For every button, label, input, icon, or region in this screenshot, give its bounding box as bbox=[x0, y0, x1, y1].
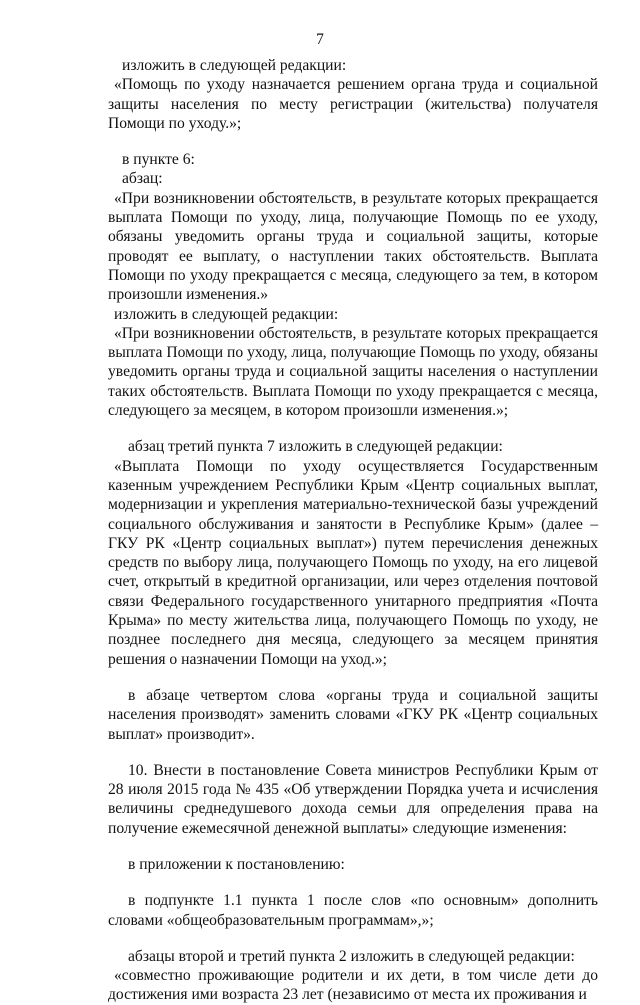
paragraph-10: в абзаце четвертом слова «органы труда и социальной защиты населения производят» заменить словами «ГКУ РК «Центр социальных выплат» производит». bbox=[108, 686, 598, 743]
paragraph-8: абзац третий пункта 7 изложить в следующей редакции: bbox=[128, 438, 503, 456]
paragraph-13: в подпункте 1.1 пункта 1 после слов «по основным» дополнить словами «общеобразовательным программам»,»; bbox=[108, 892, 598, 929]
document-body bbox=[108, 56, 598, 1005]
paragraph-2: «Помощь по уходу назначается решением органа труда и социальной защиты населения по месту регистрации (жительства) получателя Помощи по уходу.»; bbox=[108, 76, 598, 132]
paragraph-3: в пункте 6: bbox=[122, 151, 195, 169]
paragraph-4: абзац: bbox=[122, 170, 163, 188]
paragraph-5: «При возникновении обстоятельств, в результате которых прекращается выплата Помощи по уходу, лица, получающие Помощь по ее уходу, обязаны уведомить органы труда и социальной защиты, которые проводят ее выплату, о наступлении таких обстоятельств. Выплата Помощи по уходу прекращается с месяца, следующего за тем, в котором произошли изменения.» bbox=[108, 189, 598, 304]
paragraph-7: «При возникновении обстоятельств, в результате которых прекращается выплата Помощи по уходу, лица, получающие Помощь по уходу, обязаны уведомить органы труда и социальной защиты населения о наступлении таких обстоятельств. Выплата Помощи по уходу прекращается с месяца, следующего за месяцем, в котором произошли изменения.»; bbox=[108, 324, 598, 420]
paragraph-15: «совместно проживающие родители и их дети, в том числе дети до достижения ими возраста 23 лет (независимо от места их проживания и bbox=[108, 967, 598, 1004]
paragraph-14: абзацы второй и третий пункта 2 изложить в следующей редакции: bbox=[128, 947, 575, 965]
page-number: 7 bbox=[316, 31, 324, 48]
paragraph-11: 10. Внести в постановление Совета министров Республики Крым от 28 июля 2015 года № 435 «Об утверждении Порядка учета и исчисления величины среднедушевого дохода семьи для определения права на получение ежемесячной денежной выплаты» следующие изменения: bbox=[108, 761, 598, 837]
paragraph-6: изложить в следующей редакции: bbox=[114, 305, 339, 323]
paragraph-9: «Выплата Помощи по уходу осуществляется Государственным казенным учреждением Республики Крым «Центр социальных выплат, модернизации и укрепления материально-технической базы учреждений социального обслуживания и занятости в Республике Крым» (далее – ГКУ РК «Центр социальных выплат») путем перечисления денежных средств по выбору лица, получающего Помощь по уходу, на его лицевой счет, открытый в кредитной организации, или через отделения почтовой связи Федерального государственного унитарного предприятия «Почта Крыма» по месту жительства лица, получающего Помощь по уходу, не позднее последнего дня месяца, следующего за месяцем принятия решения о назначении Помощи на уход.»; bbox=[108, 457, 598, 668]
paragraph-12: в приложении к постановлению: bbox=[128, 855, 345, 873]
paragraph-1: изложить в следующей редакции: bbox=[122, 57, 347, 74]
